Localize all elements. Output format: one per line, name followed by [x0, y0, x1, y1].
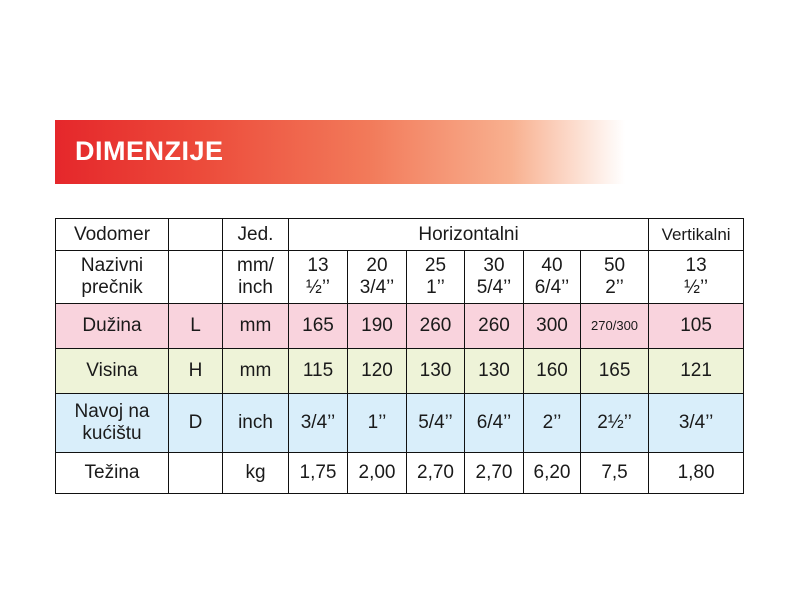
header-row: [56, 219, 744, 251]
nominal-size: [407, 251, 465, 304]
size-mm: 25: [424, 255, 447, 277]
table-cell: 3/4’’: [289, 394, 348, 453]
header-unit: Jed.: [223, 219, 289, 251]
table-cell: 5/4’’: [407, 394, 465, 453]
size-inch: 6/4’’: [534, 277, 570, 298]
header-vertical: Vertikalni: [649, 219, 744, 251]
row-symbol: H: [169, 349, 223, 394]
table-cell: 115: [289, 349, 348, 394]
row-unit: inch: [223, 394, 289, 453]
table-cell: 260: [465, 304, 524, 349]
nominal-unit-line1: mm/: [237, 255, 274, 277]
nominal-label-line1: Nazivni: [80, 255, 144, 277]
nominal-unit-line2: inch: [238, 277, 273, 298]
size-mm: 13: [685, 255, 707, 277]
table-row: [56, 304, 744, 349]
nominal-size: [348, 251, 407, 304]
header-vodomer: Vodomer: [56, 219, 169, 251]
dimensions-table: [55, 218, 744, 494]
table-cell: 2,70: [407, 453, 465, 494]
nominal-size: [524, 251, 581, 304]
size-inch: 2’’: [605, 277, 624, 298]
table-row: [56, 453, 744, 494]
size-mm: 40: [541, 255, 563, 277]
table-cell: 165: [289, 304, 348, 349]
row-symbol: D: [169, 394, 223, 453]
nominal-size: [649, 251, 744, 304]
nominal-size: [581, 251, 649, 304]
section-title: DIMENZIJE: [75, 136, 224, 166]
nominal-size: [289, 251, 348, 304]
nominal-symbol: [169, 251, 223, 304]
table-row: [56, 349, 744, 394]
table-cell: 1’’: [348, 394, 407, 453]
table-cell: 105: [649, 304, 744, 349]
size-mm: 13: [307, 255, 329, 277]
table-cell: 6,20: [524, 453, 581, 494]
row-label-line2: kućištu: [82, 423, 142, 444]
row-label-line1: Navoj na: [74, 401, 150, 423]
table-cell: 1,75: [289, 453, 348, 494]
table-cell: 130: [407, 349, 465, 394]
row-symbol: L: [169, 304, 223, 349]
size-inch: ½’’: [306, 277, 330, 298]
size-inch: 5/4’’: [476, 277, 512, 298]
row-label: Težina: [56, 453, 169, 494]
row-label: Dužina: [56, 304, 169, 349]
nominal-label-line2: prečnik: [81, 277, 143, 298]
table-cell: 121: [649, 349, 744, 394]
table-cell: 160: [524, 349, 581, 394]
table-row: [56, 394, 744, 453]
row-label: [56, 394, 169, 453]
row-unit: mm: [223, 304, 289, 349]
table-cell: 2,70: [465, 453, 524, 494]
nominal-row: [56, 251, 744, 304]
table-cell: 6/4’’: [465, 394, 524, 453]
nominal-size: [465, 251, 524, 304]
table-cell: 3/4’’: [649, 394, 744, 453]
table-cell: 260: [407, 304, 465, 349]
header-symbol: [169, 219, 223, 251]
header-horizontal: Horizontalni: [289, 219, 649, 251]
table-cell: 270/300: [581, 304, 649, 349]
table-cell: 1,80: [649, 453, 744, 494]
table-cell: 7,5: [581, 453, 649, 494]
row-label: Visina: [56, 349, 169, 394]
size-mm: 20: [366, 255, 388, 277]
table-cell: 190: [348, 304, 407, 349]
section-banner: [55, 120, 625, 184]
row-unit: kg: [223, 453, 289, 494]
nominal-unit: [223, 251, 289, 304]
table-cell: 165: [581, 349, 649, 394]
table-cell: 130: [465, 349, 524, 394]
table-cell: 300: [524, 304, 581, 349]
nominal-label: [56, 251, 169, 304]
table-cell: 2’’: [524, 394, 581, 453]
size-inch: ½’’: [684, 277, 709, 298]
row-symbol: [169, 453, 223, 494]
size-inch: 3/4’’: [359, 277, 395, 298]
table-cell: 2½’’: [581, 394, 649, 453]
size-mm: 50: [603, 255, 626, 277]
row-unit: mm: [223, 349, 289, 394]
table-cell: 120: [348, 349, 407, 394]
table-cell: 2,00: [348, 453, 407, 494]
size-inch: 1’’: [426, 277, 445, 298]
size-mm: 30: [483, 255, 505, 277]
